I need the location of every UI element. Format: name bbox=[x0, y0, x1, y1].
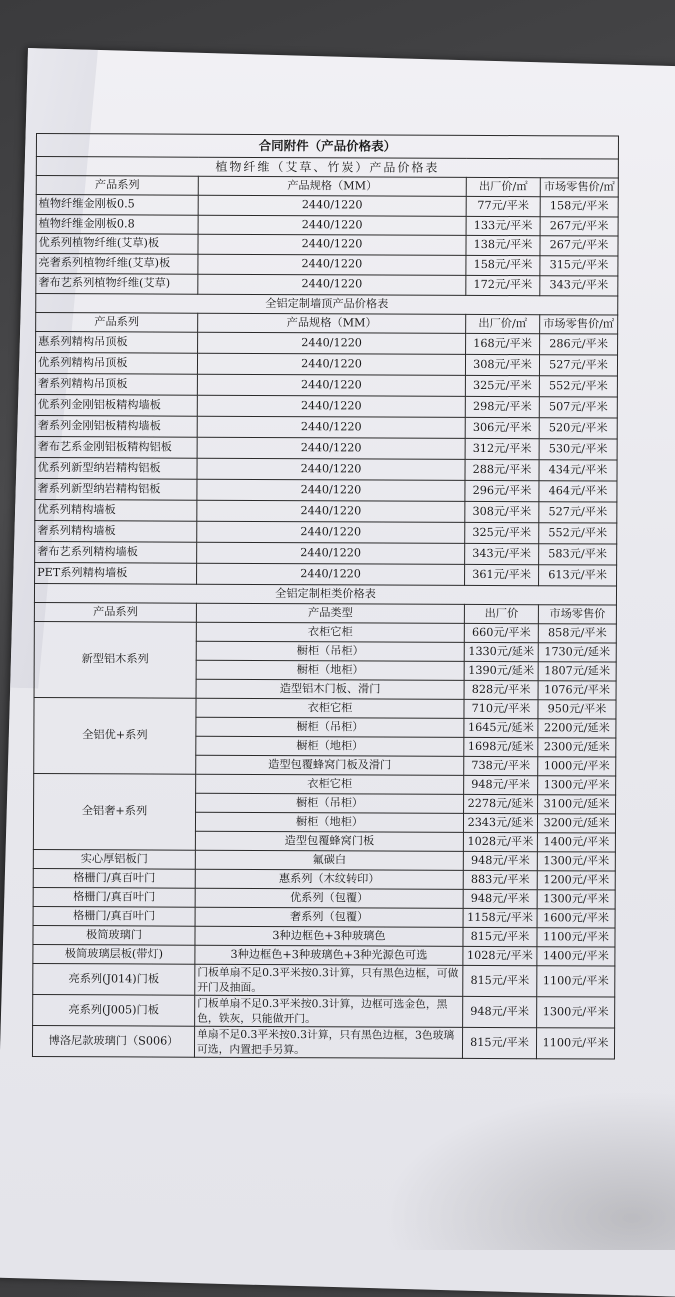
table-cell: 2440/1220 bbox=[198, 332, 466, 354]
table-cell: 288元/平米 bbox=[465, 459, 539, 480]
table-row bbox=[36, 234, 618, 256]
table-cell: 3200元/延米 bbox=[537, 813, 615, 832]
table-cell: 优系列金刚铝板精构墙板 bbox=[35, 394, 197, 416]
table-cell: 亮奢系列植物纤维(艾草)板 bbox=[36, 254, 198, 274]
column-header: 市场零售价/㎡ bbox=[540, 314, 618, 333]
section-title-row bbox=[36, 293, 618, 315]
table-row bbox=[33, 868, 615, 890]
table-row bbox=[36, 195, 618, 217]
table-cell: 奢布艺系金刚铝板精构铝板 bbox=[35, 436, 197, 458]
table-row bbox=[33, 994, 615, 1028]
table-cell: 奢系列（包覆） bbox=[195, 907, 463, 927]
table-cell: 308元/平米 bbox=[465, 354, 539, 375]
table-cell: 格栅门/真百叶门 bbox=[33, 868, 195, 888]
series-cell: 新型铝木系列 bbox=[34, 621, 196, 698]
table-cell: 2440/1220 bbox=[198, 254, 466, 275]
table-cell: 衣柜它柜 bbox=[196, 698, 464, 718]
series-cell: 全铝优+系列 bbox=[34, 697, 196, 774]
table-row bbox=[33, 906, 615, 928]
table-row bbox=[35, 562, 617, 586]
table-cell: 2440/1220 bbox=[197, 416, 465, 438]
table-cell: 1698元/延米 bbox=[464, 737, 538, 756]
table-cell: 极简玻璃门 bbox=[33, 925, 195, 945]
table-row bbox=[35, 541, 617, 565]
table-row bbox=[35, 352, 617, 376]
table-cell: 306元/平米 bbox=[465, 417, 539, 438]
column-header: 市场零售价 bbox=[538, 604, 616, 623]
table-cell: 815元/平米 bbox=[462, 1027, 536, 1058]
table-cell: 1300元/平米 bbox=[537, 889, 615, 908]
table-row bbox=[35, 457, 617, 481]
table-cell: 1076元/平米 bbox=[538, 680, 616, 699]
column-header: 产品系列 bbox=[34, 602, 196, 622]
section-title-row bbox=[34, 583, 616, 605]
table-cell: 1000元/平米 bbox=[538, 756, 616, 775]
table-cell: 343元/平米 bbox=[540, 276, 618, 296]
table-cell: 828元/平米 bbox=[464, 680, 538, 699]
table-cell: 造型铝木门板、滑门 bbox=[196, 679, 464, 699]
table-cell: 530元/平米 bbox=[539, 438, 617, 459]
document-title: 合同附件（产品价格表） bbox=[36, 134, 618, 160]
table-row bbox=[35, 415, 617, 439]
table-cell: 361元/平米 bbox=[465, 564, 539, 585]
table-cell: 门板单扇不足0.3平米按0.3计算，边框可选金色，黑色，铁灰，只能做开门。 bbox=[195, 995, 463, 1027]
table-cell: 实心厚铝板门 bbox=[33, 849, 195, 869]
table-cell: 948元/平米 bbox=[463, 851, 537, 870]
table-cell: 优系列植物纤维(艾草)板 bbox=[36, 234, 198, 254]
table-cell: 1400元/平米 bbox=[537, 946, 615, 965]
table-cell: 738元/平米 bbox=[464, 756, 538, 775]
table-row bbox=[36, 254, 618, 276]
table-row bbox=[33, 925, 615, 947]
table-row bbox=[32, 1025, 614, 1059]
table-cell: 造型包覆蜂窝门板 bbox=[195, 831, 463, 851]
table-cell: 1390元/延米 bbox=[464, 661, 538, 680]
section-title: 植物纤维（艾草、竹炭）产品价格表 bbox=[36, 157, 618, 179]
section-title: 全铝定制柜类价格表 bbox=[34, 583, 616, 605]
table-cell: 3种边框色+3种玻璃色 bbox=[195, 926, 463, 946]
table-cell: 948元/平米 bbox=[463, 996, 537, 1027]
table-cell: 奢系列精构吊顶板 bbox=[35, 373, 197, 395]
table-cell: 单扇不足0.3平米按0.3计算，只有黑色边框，3色玻璃可选，内置把手另算。 bbox=[194, 1026, 462, 1058]
table-row bbox=[34, 697, 616, 719]
table-cell: 1600元/平米 bbox=[537, 908, 615, 927]
table-cell: 138元/平米 bbox=[466, 236, 540, 256]
series-cell: 全铝奢+系列 bbox=[33, 773, 195, 850]
table-cell: 橱柜（地柜） bbox=[195, 812, 463, 832]
table-cell: 2300元/延米 bbox=[538, 737, 616, 756]
table-cell: 1100元/平米 bbox=[537, 965, 615, 996]
table-cell: 2440/1220 bbox=[197, 458, 465, 480]
table-cell: 527元/平米 bbox=[539, 354, 617, 375]
table-cell: 2440/1220 bbox=[198, 235, 466, 256]
table-cell: 博洛尼款玻璃门（S006） bbox=[32, 1025, 194, 1057]
table-cell: 325元/平米 bbox=[465, 375, 539, 396]
table-cell: 1300元/平米 bbox=[537, 996, 615, 1027]
table-cell: 950元/平米 bbox=[538, 699, 616, 718]
table-cell: 1330元/延米 bbox=[464, 642, 538, 661]
table-cell: 优系列精构墙板 bbox=[35, 499, 197, 521]
table-cell: 2440/1220 bbox=[197, 374, 465, 396]
column-header: 市场零售价/㎡ bbox=[540, 178, 618, 197]
price-table-body bbox=[32, 134, 618, 1059]
table-cell: 2440/1220 bbox=[197, 395, 465, 417]
price-document bbox=[32, 133, 626, 1059]
table-cell: 520元/平米 bbox=[539, 417, 617, 438]
table-cell: 1300元/平米 bbox=[538, 775, 616, 794]
header-row bbox=[36, 312, 618, 334]
table-cell: 583元/平米 bbox=[539, 543, 617, 564]
table-cell: 橱柜（吊柜） bbox=[196, 641, 464, 661]
table-cell: 1300元/平米 bbox=[537, 851, 615, 870]
table-cell: 2440/1220 bbox=[197, 542, 465, 564]
table-cell: 2440/1220 bbox=[197, 500, 465, 522]
table-cell: 552元/平米 bbox=[539, 522, 617, 543]
table-row bbox=[33, 887, 615, 909]
table-cell: 948元/平米 bbox=[464, 775, 538, 794]
table-cell: 2440/1220 bbox=[197, 563, 465, 585]
table-cell: 343元/平米 bbox=[465, 543, 539, 564]
table-cell: 1730元/延米 bbox=[538, 642, 616, 661]
table-cell: 奢系列金刚铝板精构墙板 bbox=[35, 415, 197, 437]
table-row bbox=[35, 520, 617, 544]
table-cell: 172元/平米 bbox=[466, 275, 540, 295]
column-header: 出厂价/㎡ bbox=[466, 314, 540, 333]
table-cell: 948元/平米 bbox=[463, 889, 537, 908]
table-cell: 植物纤维金刚板0.5 bbox=[36, 195, 198, 215]
table-cell: 亮系列(J014)门板 bbox=[33, 963, 195, 995]
table-row bbox=[34, 773, 616, 795]
table-row bbox=[36, 273, 618, 295]
table-cell: 门板单扇不足0.3平米按0.3计算，只有黑色边框，可做开门及抽面。 bbox=[195, 964, 463, 996]
table-cell: 惠系列精构吊顶板 bbox=[36, 331, 198, 353]
table-cell: 3100元/延米 bbox=[538, 794, 616, 813]
table-cell: 3种边框色+3种玻璃色+3种光源色可选 bbox=[195, 945, 463, 965]
table-cell: 267元/平米 bbox=[540, 216, 618, 236]
table-cell: 1100元/平米 bbox=[536, 1027, 614, 1058]
table-cell: 77元/平米 bbox=[466, 196, 540, 216]
section-title-row bbox=[36, 157, 618, 179]
table-cell: 橱柜（地柜） bbox=[196, 736, 464, 756]
section-title: 全铝定制墙顶产品价格表 bbox=[36, 293, 618, 315]
table-row bbox=[33, 849, 615, 871]
price-table bbox=[32, 133, 619, 1059]
column-header: 产品系列 bbox=[36, 176, 198, 196]
table-cell: 橱柜（地柜） bbox=[196, 660, 464, 680]
table-cell: 158元/平米 bbox=[466, 255, 540, 275]
table-cell: 2278元/延米 bbox=[464, 794, 538, 813]
table-cell: 1645元/延米 bbox=[464, 718, 538, 737]
table-cell: 308元/平米 bbox=[465, 501, 539, 522]
table-cell: 奢系列精构墙板 bbox=[35, 520, 197, 542]
table-row bbox=[35, 478, 617, 502]
table-cell: 613元/平米 bbox=[539, 564, 617, 585]
table-row bbox=[36, 214, 618, 236]
table-cell: 552元/平米 bbox=[539, 375, 617, 396]
table-cell: 奢布艺系列精构墙板 bbox=[35, 541, 197, 563]
column-header: 产品规格（MM） bbox=[198, 176, 466, 196]
table-row bbox=[35, 373, 617, 397]
table-cell: 858元/平米 bbox=[538, 623, 616, 642]
table-row bbox=[35, 394, 617, 418]
table-cell: 衣柜它柜 bbox=[196, 774, 464, 794]
table-cell: 1200元/平米 bbox=[537, 870, 615, 889]
table-cell: 158元/平米 bbox=[540, 197, 618, 217]
table-cell: 815元/平米 bbox=[463, 927, 537, 946]
table-cell: 312元/平米 bbox=[465, 438, 539, 459]
table-cell: 507元/平米 bbox=[539, 396, 617, 417]
table-cell: 衣柜它柜 bbox=[196, 622, 464, 642]
table-cell: 296元/平米 bbox=[465, 480, 539, 501]
table-cell: 1400元/平米 bbox=[537, 832, 615, 851]
shadow bbox=[380, 1090, 675, 1250]
column-header: 出厂价/㎡ bbox=[466, 177, 540, 196]
table-cell: 325元/平米 bbox=[465, 522, 539, 543]
table-cell: 2440/1220 bbox=[198, 215, 466, 236]
table-cell: 2440/1220 bbox=[197, 437, 465, 459]
table-cell: 710元/平米 bbox=[464, 699, 538, 718]
table-cell: 植物纤维金刚板0.8 bbox=[36, 214, 198, 234]
table-cell: 298元/平米 bbox=[465, 396, 539, 417]
table-cell: 优系列新型纳岩精构铝板 bbox=[35, 457, 197, 479]
table-cell: 815元/平米 bbox=[463, 965, 537, 996]
table-cell: 2440/1220 bbox=[197, 479, 465, 501]
table-cell: 氟碳白 bbox=[195, 850, 463, 870]
header-row bbox=[36, 176, 618, 198]
header-row bbox=[34, 602, 616, 624]
table-cell: 优系列精构吊顶板 bbox=[35, 352, 197, 374]
column-header: 产品系列 bbox=[36, 312, 198, 332]
table-row bbox=[34, 621, 616, 643]
column-header: 产品类型 bbox=[196, 603, 464, 623]
table-cell: 2440/1220 bbox=[198, 274, 466, 295]
table-row bbox=[33, 963, 615, 997]
table-cell: 极简玻璃层板(带灯) bbox=[33, 944, 195, 964]
table-cell: 格栅门/真百叶门 bbox=[33, 887, 195, 907]
table-cell: 2440/1220 bbox=[197, 353, 465, 375]
table-cell: 286元/平米 bbox=[540, 333, 618, 354]
table-cell: 奢布艺系列植物纤维(艾草) bbox=[36, 273, 198, 293]
table-cell: 1100元/平米 bbox=[537, 927, 615, 946]
table-cell: 2343元/延米 bbox=[463, 813, 537, 832]
table-cell: 133元/平米 bbox=[466, 216, 540, 236]
table-cell: 奢系列新型纳岩精构铝板 bbox=[35, 478, 197, 500]
table-cell: 527元/平米 bbox=[539, 501, 617, 522]
table-cell: 橱柜（吊柜） bbox=[196, 717, 464, 737]
table-cell: 267元/平米 bbox=[540, 236, 618, 256]
table-cell: 2200元/延米 bbox=[538, 718, 616, 737]
table-cell: 464元/平米 bbox=[539, 480, 617, 501]
table-cell: 434元/平米 bbox=[539, 459, 617, 480]
table-row bbox=[33, 944, 615, 966]
table-cell: 亮系列(J005)门板 bbox=[33, 994, 195, 1026]
table-cell: 1158元/平米 bbox=[463, 908, 537, 927]
table-cell: 315元/平米 bbox=[540, 256, 618, 276]
table-cell: 1807元/延米 bbox=[538, 661, 616, 680]
table-cell: 优系列（包覆） bbox=[195, 888, 463, 908]
table-cell: 造型包覆蜂窝门板及滑门 bbox=[196, 755, 464, 775]
table-row bbox=[35, 436, 617, 460]
table-cell: 1028元/平米 bbox=[463, 946, 537, 965]
table-cell: 惠系列（木纹转印） bbox=[195, 869, 463, 889]
table-cell: 883元/平米 bbox=[463, 870, 537, 889]
table-cell: 660元/平米 bbox=[464, 623, 538, 642]
table-cell: 1028元/平米 bbox=[463, 832, 537, 851]
table-cell: PET系列精构墙板 bbox=[35, 562, 197, 584]
table-row bbox=[36, 331, 618, 355]
table-cell: 格栅门/真百叶门 bbox=[33, 906, 195, 926]
table-row bbox=[35, 499, 617, 523]
table-cell: 168元/平米 bbox=[466, 333, 540, 354]
table-cell: 2440/1220 bbox=[197, 521, 465, 543]
column-header: 出厂价 bbox=[464, 604, 538, 623]
table-cell: 2440/1220 bbox=[198, 195, 466, 216]
table-cell: 橱柜（吊柜） bbox=[196, 793, 464, 813]
column-header: 产品规格（MM） bbox=[198, 313, 466, 333]
